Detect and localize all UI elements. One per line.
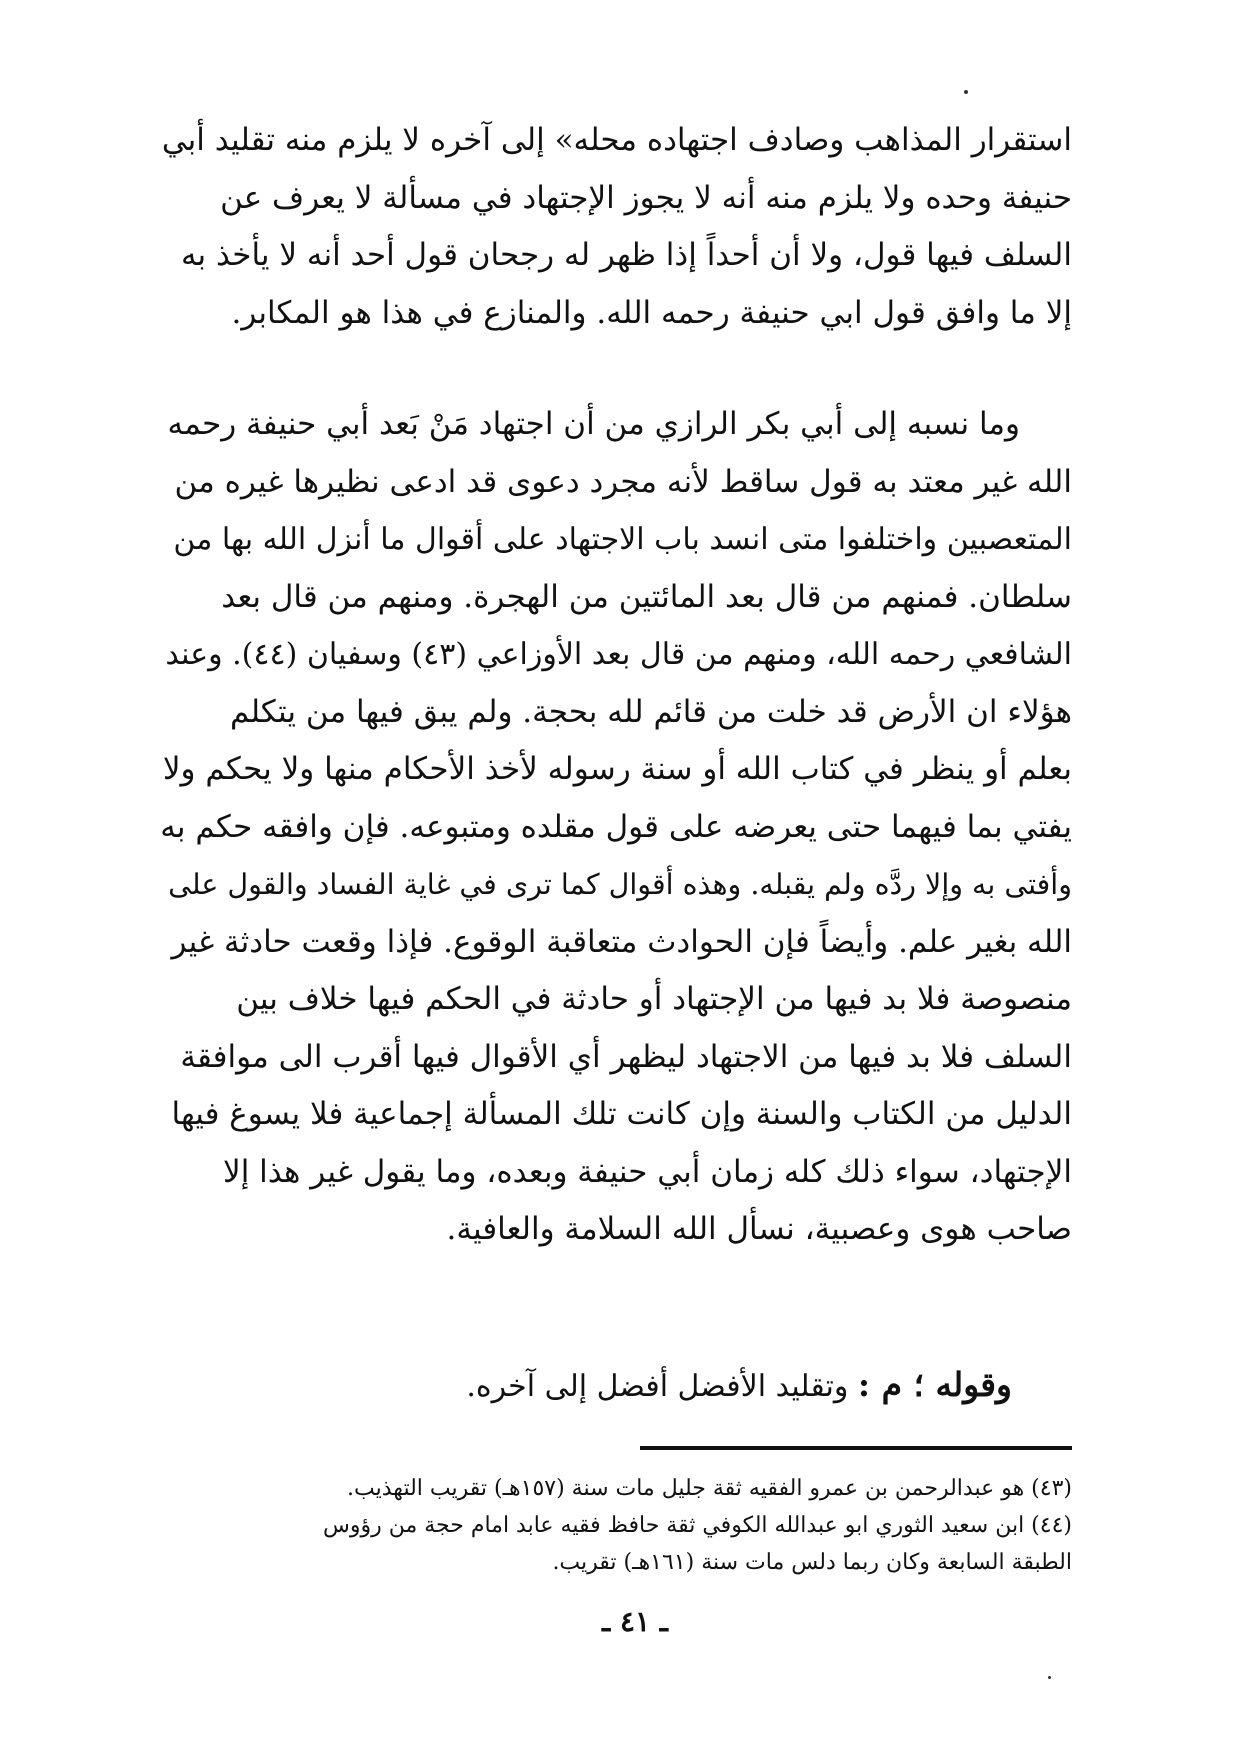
footnote-divider (640, 1446, 1072, 1450)
paragraph-line: هؤلاء ان الأرض قد خلت من قائم لله بحجة. ولم يبق فيها من يتكلم (230, 693, 1072, 730)
heading-text: وتقليد الأفضل أفضل إلى آخره. (466, 1369, 849, 1404)
heading-lead: وقوله ؛ م : (857, 1365, 1012, 1404)
paragraph-line: الله بغير علم. وأيضاً فإن الحوادث متعاقبة الوقوع. فإذا وقعت حادثة غير (171, 923, 1072, 960)
paragraph-2 (160, 396, 1072, 1259)
paragraph-line: منصوصة فلا بد فيها من الإجتهاد أو حادثة في الحكم فيها خلاف بين (236, 981, 1072, 1017)
paragraph-1 (160, 112, 1072, 342)
page-speck (1048, 1676, 1051, 1679)
paragraph-line: السلف فيها قول، ولا أن أحداً إذا ظهر له رجحان قول أحد أنه لا يأخذ به (180, 237, 1072, 273)
footnote-line: (٤٣) هو عبدالرحمن بن عمرو الفقيه ثقة جليل مات سنة (١٥٧هـ) تقريب التهذيب. (347, 1476, 1072, 1501)
section-heading (160, 1360, 1072, 1412)
paragraph-line: صاحب هوى وعصبية، نسأل الله السلامة والعافية. (446, 1211, 1072, 1247)
footnotes (160, 1470, 1072, 1581)
paragraph-line: الإجتهاد، سواء ذلك كله زمان أبي حنيفة وبعده، وما يقول غير هذا إلا (223, 1153, 1072, 1190)
paragraph-line: بعلم أو ينظر في كتاب الله أو سنة رسوله لأخذ الأحكام منها ولا يحكم ولا (162, 751, 1072, 787)
page-number: ـ ٤١ ـ (602, 1605, 668, 1638)
paragraph-line: الدليل من الكتاب والسنة وإن كانت تلك المسألة إجماعية فلا يسوغ فيها (171, 1096, 1072, 1132)
paragraph-line: السلف فلا بد فيها من الاجتهاد ليظهر أي الأقوال فيها أقرب الى موافقة (180, 1038, 1072, 1075)
paragraph-line: حنيفة وحده ولا يلزم منه أنه لا يجوز الإجتهاد في مسألة لا يعرف عن (220, 179, 1072, 216)
paragraph-line: وما نسبه إلى أبي بكر الرازي من أن اجتهاد مَنْ بَعد أبي حنيفة رحمه (167, 406, 1020, 442)
footnote-line: (٤٤) ابن سعيد الثوري ابو عبدالله الكوفي ثقة حافظ فقيه عابد امام حجة من رؤوس (323, 1513, 1072, 1538)
paragraph-line: يفتي بما فيهما حتى يعرضه على قول مقلده ومتبوعه. فإن وافقه حكم به (160, 808, 1072, 845)
paragraph-line: استقرار المذاهب وصادف اجتهاده محله» إلى آخره لا يلزم منه تقليد أبي (161, 122, 1072, 158)
page-speck (964, 90, 968, 94)
paragraph-line: الشافعي رحمه الله، ومنهم من قال بعد الأوزاعي (٤٣) وسفيان (٤٤). وعند (165, 637, 1072, 672)
paragraph-line: وأفتى به وإلا ردَّه ولم يقبله. وهذه أقوال كما ترى في غاية الفساد والقول على (168, 868, 1072, 901)
paragraph-line: سلطان. فمنهم من قال بعد المائتين من الهجرة. ومنهم من قال بعد (221, 578, 1072, 615)
footnote-line: الطبقة السابعة وكان ربما دلس مات سنة (١٦١هـ) تقريب. (552, 1550, 1072, 1575)
paragraph-line: المتعصبين واختلفوا متى انسد باب الاجتهاد على أقوال ما أنزل الله بها من (173, 522, 1072, 557)
paragraph-line: إلا ما وافق قول ابي حنيفة رحمه الله. والمنازع في هذا هو المكابر. (231, 294, 1072, 331)
paragraph-line: الله غير معتد به قول ساقط لأنه مجرد دعوى قد ادعى نظيرها غيره من (174, 463, 1072, 500)
